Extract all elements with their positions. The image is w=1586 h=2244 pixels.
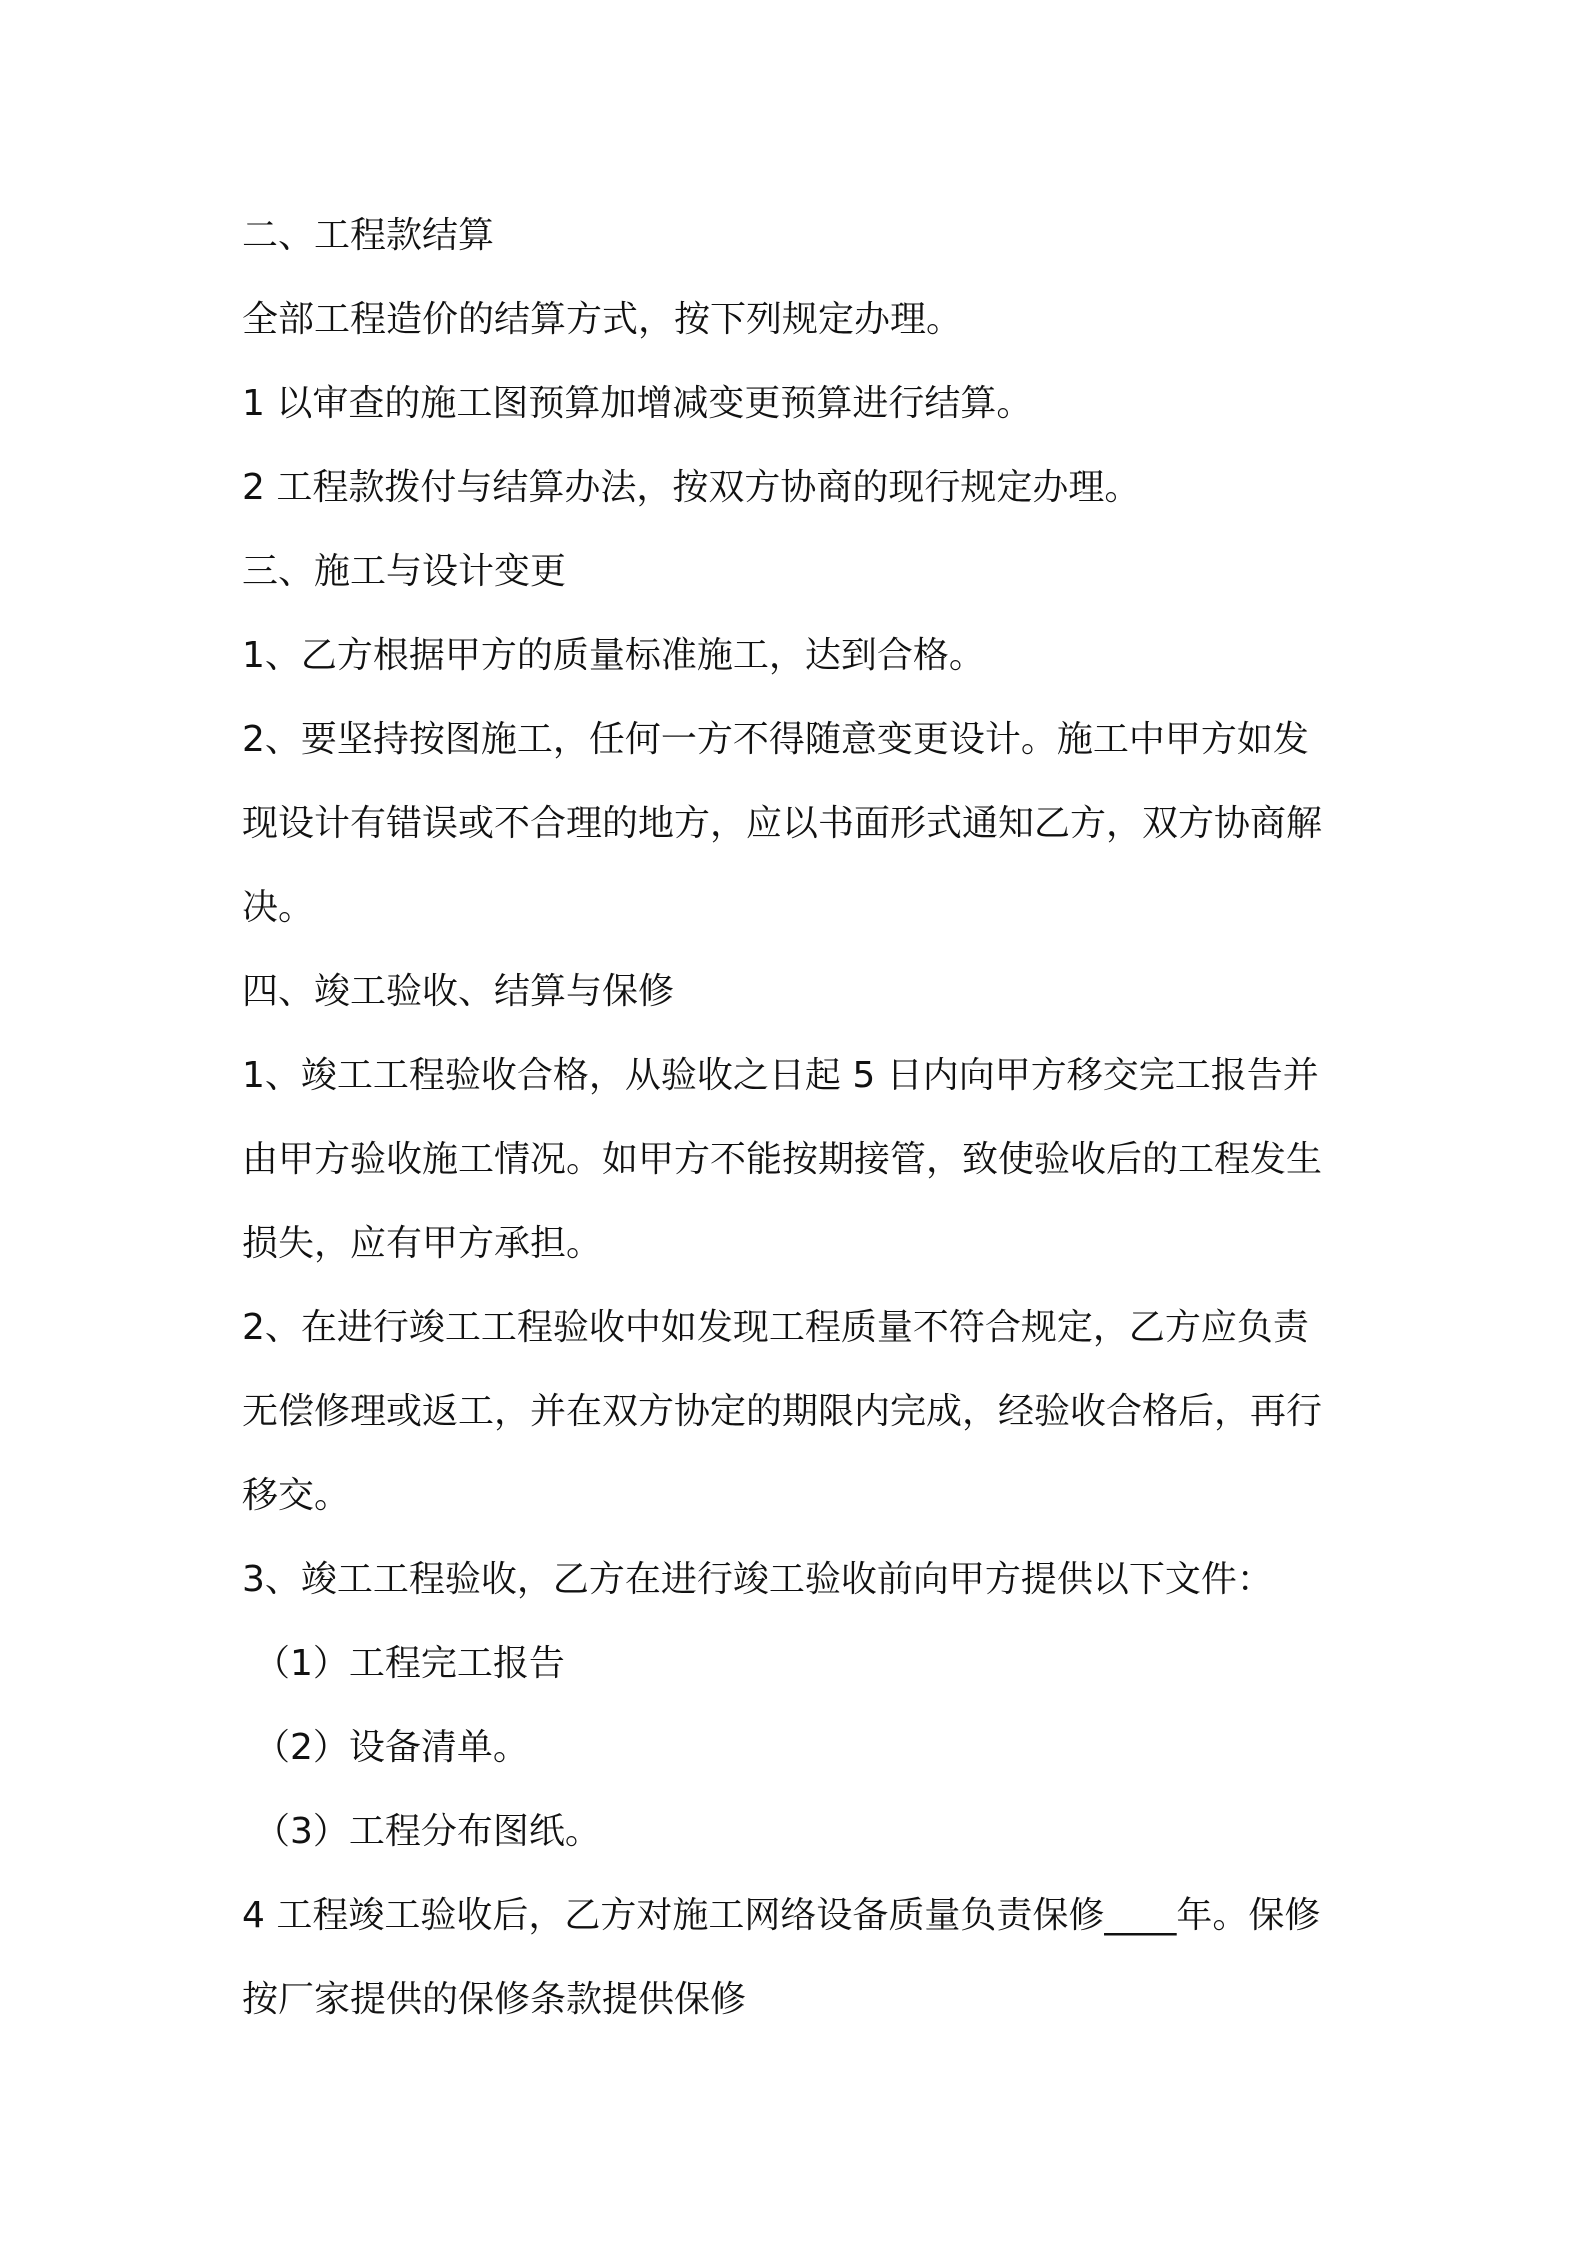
paragraph-line: 1 以审查的施工图预算加增减变更预算进行结算。 xyxy=(242,383,1033,424)
paragraph-line: 移交。 xyxy=(242,1475,351,1516)
paragraph-line: 2、要坚持按图施工，任何一方不得随意变更设计。施工中甲方如发 xyxy=(242,719,1309,760)
paragraph-line: 2、在进行竣工工程验收中如发现工程质量不符合规定，乙方应负责 xyxy=(242,1307,1309,1348)
paragraph-line: 现设计有错误或不合理的地方，应以书面形式通知乙方，双方协商解 xyxy=(242,803,1323,844)
section-heading-acceptance: 四、竣工验收、结算与保修 xyxy=(242,971,675,1012)
paragraph-line: 全部工程造价的结算方式，按下列规定办理。 xyxy=(242,299,963,340)
paragraph-line: 由甲方验收施工情况。如甲方不能按期接管，致使验收后的工程发生 xyxy=(242,1139,1323,1180)
paragraph-line: 1、竣工工程验收合格，从验收之日起 5 日内向甲方移交完工报告并 xyxy=(242,1055,1319,1096)
document-body xyxy=(242,194,1360,2042)
paragraph-line: 无偿修理或返工，并在双方协定的期限内完成，经验收合格后，再行 xyxy=(242,1391,1323,1432)
paragraph-line: 1、乙方根据甲方的质量标准施工，达到合格。 xyxy=(242,635,985,676)
section-heading-settlement: 二、工程款结算 xyxy=(242,215,495,256)
paragraph-line: 决。 xyxy=(242,887,315,928)
paragraph-line: 按厂家提供的保修条款提供保修 xyxy=(242,1979,747,2020)
section-heading-design-change: 三、施工与设计变更 xyxy=(242,551,567,592)
paragraph-line: 2 工程款拨付与结算办法，按双方协商的现行规定办理。 xyxy=(242,467,1141,508)
list-item: （1）工程完工报告 xyxy=(254,1643,565,1684)
paragraph-line: 损失，应有甲方承担。 xyxy=(242,1223,603,1264)
list-item: （2）设备清单。 xyxy=(254,1727,529,1768)
paragraph-line: 3、竣工工程验收，乙方在进行竣工验收前向甲方提供以下文件： xyxy=(242,1559,1273,1600)
list-item: （3）工程分布图纸。 xyxy=(254,1811,601,1852)
paragraph-line: 4 工程竣工验收后，乙方对施工网络设备质量负责保修____年。保修 xyxy=(242,1895,1321,1936)
